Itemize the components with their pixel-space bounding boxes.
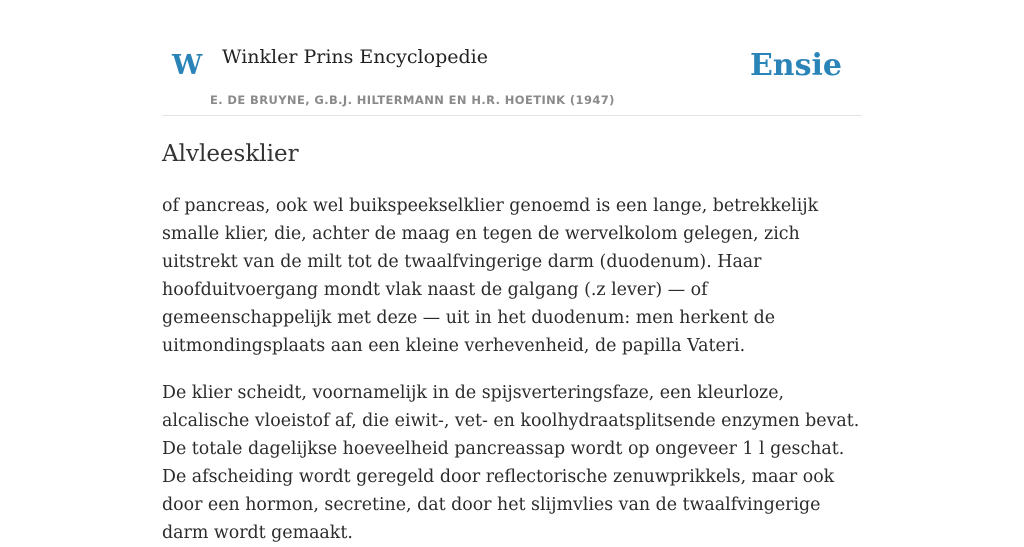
article-content	[162, 136, 862, 547]
winkler-prins-logo[interactable]: W	[172, 50, 203, 81]
article-paragraph: of pancreas, ook wel buikspeekselklier genoemd is een lange, betrekkelijk smalle klier, die, achter de maag en tegen de wervelkolom gelegen, zich uitstrekt van de milt tot de twaalfvingerige darm (duodenum). Haar hoofduitvoergang mondt vlak naast de galgang (.z lever) — of gemeenschappelijk met deze — uit in het duodenum: men herkent de uitmondingsplaats aan een kleine verhevenheid, de papilla Vateri.	[162, 196, 819, 356]
book-authors: E. DE BRUYNE, G.B.J. HILTERMANN EN H.R. HOETINK (1947)	[210, 93, 615, 107]
entry-title: Alvleesklier	[162, 141, 299, 167]
site-header	[162, 0, 862, 116]
book-title[interactable]: Winkler Prins Encyclopedie	[222, 46, 488, 68]
ensie-brand-link[interactable]: Ensie	[749, 48, 842, 83]
article-paragraph: De klier scheidt, voornamelijk in de spijsverteringsfaze, een kleurloze, alcalische vloeistof af, die eiwit-, vet- en koolhydraatsplitsende enzymen bevat. De totale dagelijkse hoeveelheid pancreassap wordt op ongeveer 1 l geschat. De afscheiding wordt geregeld door reflectorische zenuwprikkels, maar ook door een hormon, secretine, dat door het slijmvlies van de twaalfvingerige darm wordt gemaakt.	[162, 383, 860, 543]
